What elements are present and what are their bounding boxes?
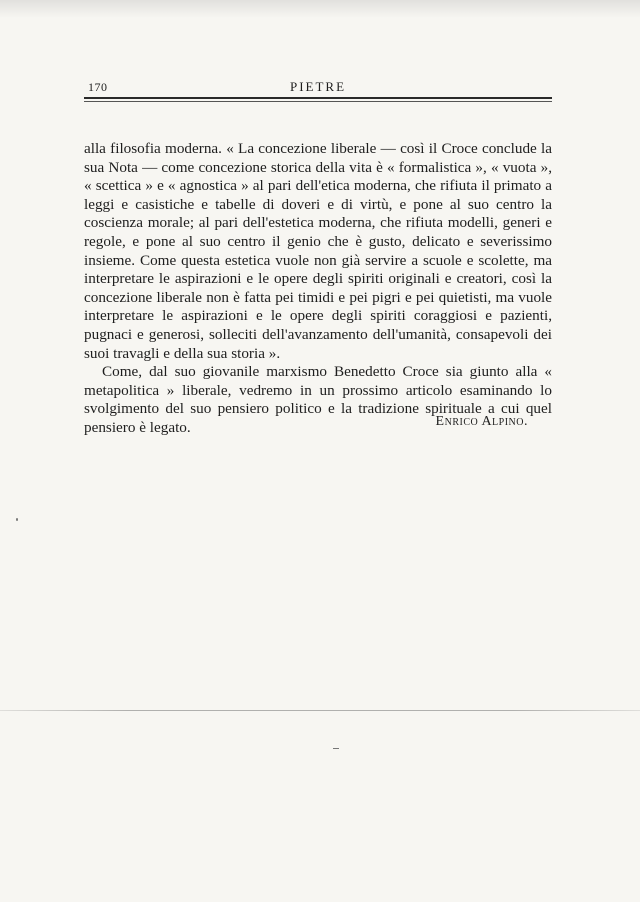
scan-fold-line — [0, 710, 640, 711]
article-body — [84, 140, 552, 438]
page-number: 170 — [88, 80, 108, 94]
page-header — [84, 78, 552, 96]
header-rule-thick — [84, 97, 552, 99]
header-rule-thin — [84, 101, 552, 102]
scan-speck — [333, 748, 339, 749]
running-title: PIETRE — [289, 79, 347, 94]
scan-speck — [16, 518, 18, 521]
paragraph-1: alla filosofia moderna. « La concezione liberale — così il Croce conclude la sua Nota — come concezione storica della vita è « formalistica », « vuota », « scettica » e « agnostica » al pari dell'etica moderna, che rifiuta il primato a leggi e casistiche e tabelle di doveri e di virtù, e pone al suo centro la coscienza morale; al pari dell'estetica moderna, che rifiuta modelli, generi e regole, e pone al suo centro il genio che è gusto, delicato e severissimo insieme. Come questa estetica vuole non già servire a scuole e scolette, ma interpretare le aspirazioni e le opere degli spiriti originali e creatori, così la concezione liberale non è fatta pei timidi e pei pigri e pei quietisti, ma vuole interpretare le aspirazioni e le opere degli spiriti coraggiosi e pazienti, pugnaci e generosi, solleciti dell'avanzamento dell'umanità, consapevoli dei suoi travagli e della sua storia ». — [84, 140, 552, 362]
author-signature: Enrico Alpino. — [435, 414, 528, 429]
scan-edge-shadow — [0, 0, 640, 18]
paragraph-2: Come, dal suo giovanile marxismo Benedetto Croce sia giunto alla « metapolitica » liberale, vedremo in un prossimo articolo esaminando lo svolgimento del suo pensiero politico e la tradizione spirituale a cui quel pensiero è legato. — [84, 363, 552, 436]
